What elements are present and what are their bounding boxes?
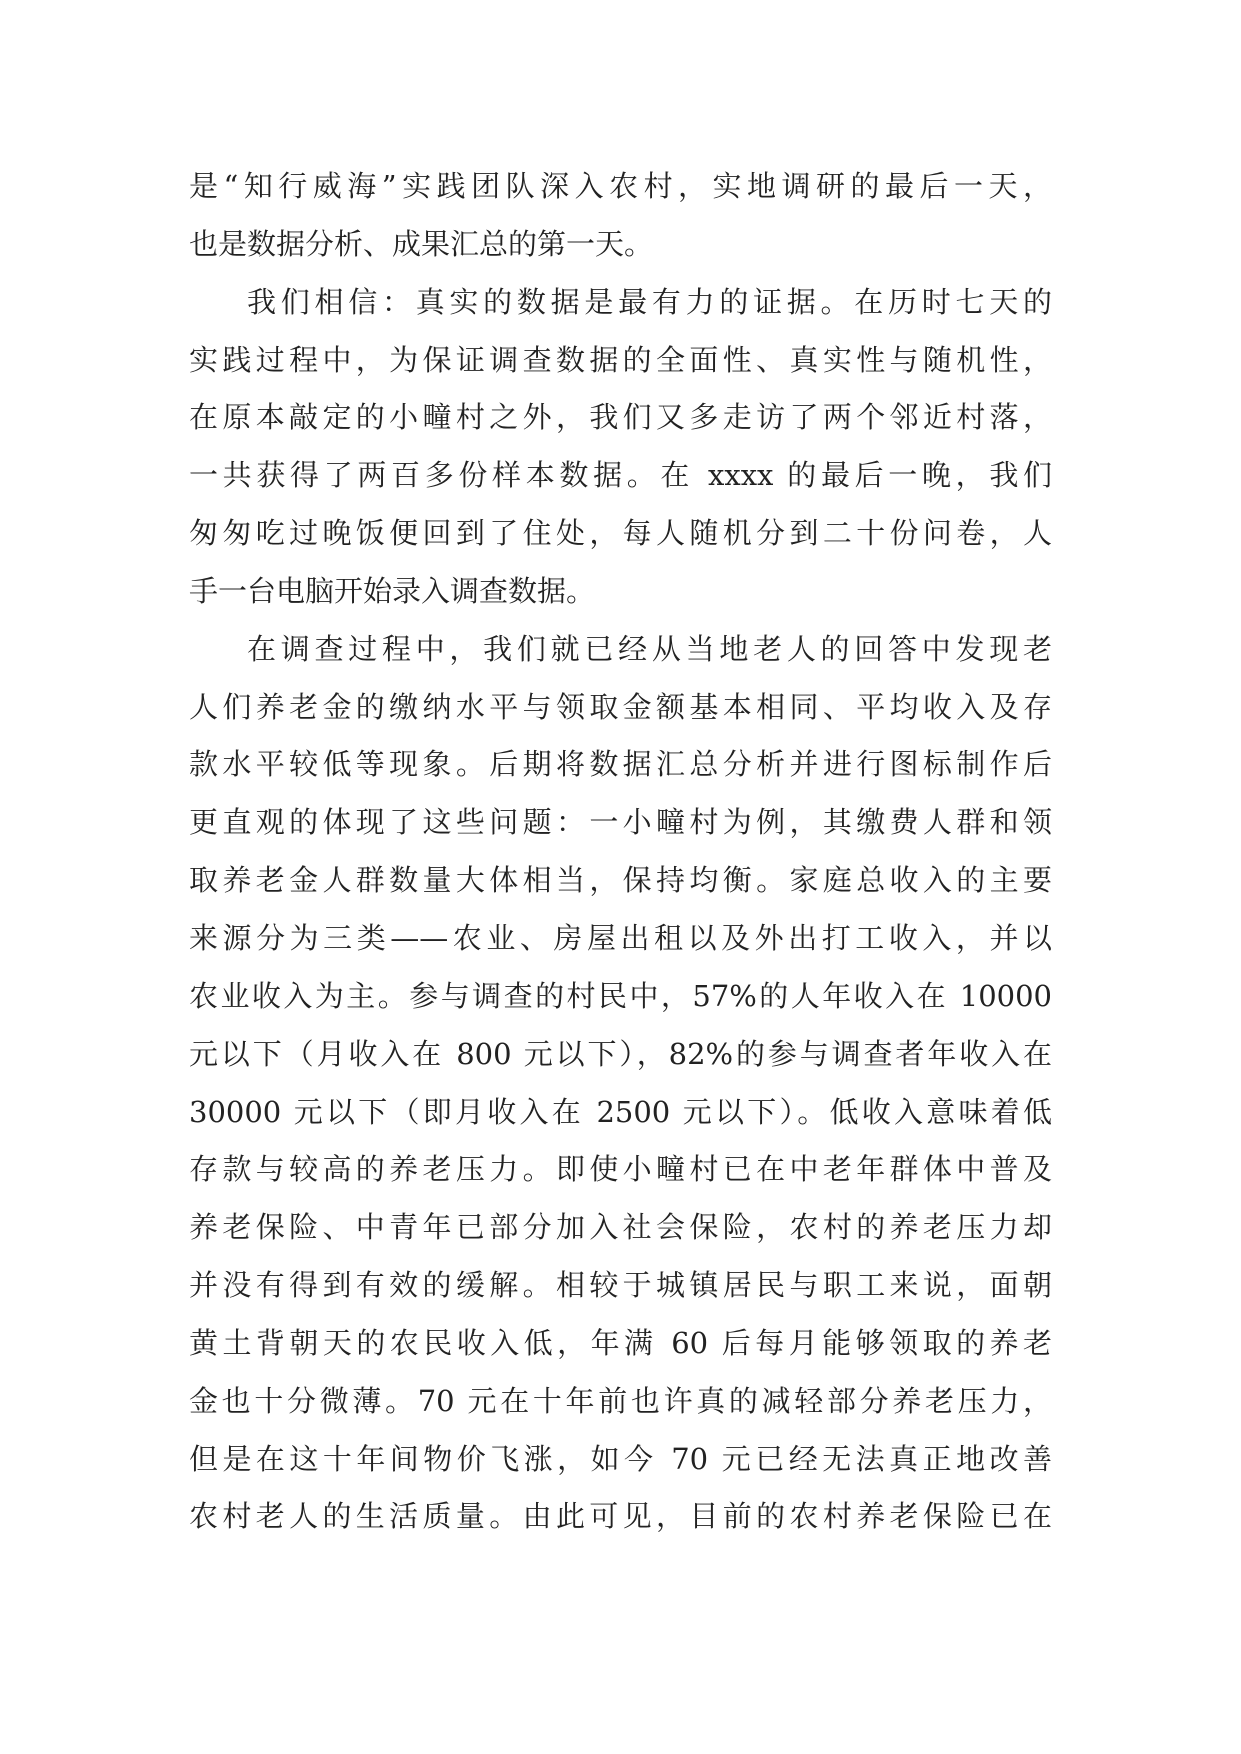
- paragraph: [189, 158, 1052, 274]
- text-line: 在调查过程中，我们就已经从当地老人的回答中发现老: [247, 631, 1052, 666]
- text-line: 农村老人的生活质量。由此可见，目前的农村养老保险已在: [189, 1499, 1052, 1534]
- text-line: 来源分为三类——农业、房屋出租以及外出打工收入，并以: [189, 920, 1052, 955]
- text-line: 一共获得了两百多份样本数据。在 xxxx 的最后一晚，我们: [189, 458, 1052, 493]
- text-line: 我们相信：真实的数据是最有力的证据。在历时七天的: [247, 284, 1052, 319]
- text-line: 是“知行威海”实践团队深入农村，实地调研的最后一天，: [189, 169, 1052, 203]
- text-line: 元以下（月收入在 800 元以下），82%的参与调查者年收入在: [189, 1036, 1052, 1071]
- paragraph: [189, 621, 1052, 1547]
- text-line: 实践过程中，为保证调查数据的全面性、真实性与随机性，: [189, 342, 1052, 377]
- text-line: 金也十分微薄。70 元在十年前也许真的减轻部分养老压力，: [189, 1383, 1052, 1418]
- text-line: 但是在这十年间物价飞涨，如今 70 元已经无法真正地改善: [189, 1441, 1052, 1476]
- paragraph: [189, 274, 1052, 621]
- text-line: 并没有得到有效的缓解。相较于城镇居民与职工来说，面朝: [189, 1268, 1052, 1303]
- text-line: 农业收入为主。参与调查的村民中，57%的人年收入在 10000: [189, 978, 1052, 1013]
- text-line: 款水平较低等现象。后期将数据汇总分析并进行图标制作后: [189, 747, 1052, 782]
- document-body: [189, 158, 1052, 1546]
- text-line: 取养老金人群数量大体相当，保持均衡。家庭总收入的主要: [189, 863, 1052, 898]
- text-line: 在原本敲定的小疃村之外，我们又多走访了两个邻近村落，: [189, 400, 1052, 435]
- text-line: 也是数据分析、成果汇总的第一天。: [189, 226, 654, 261]
- text-line: 30000 元以下（即月收入在 2500 元以下）。低收入意味着低: [189, 1094, 1052, 1129]
- text-line: 存款与较高的养老压力。即使小疃村已在中老年群体中普及: [189, 1152, 1052, 1187]
- text-line: 养老保险、中青年已部分加入社会保险，农村的养老压力却: [189, 1210, 1052, 1245]
- text-line: 匆匆吃过晚饭便回到了住处，每人随机分到二十份问卷，人: [189, 516, 1052, 551]
- text-line: 黄土背朝天的农民收入低，年满 60 后每月能够领取的养老: [189, 1325, 1052, 1360]
- text-line: 人们养老金的缴纳水平与领取金额基本相同、平均收入及存: [189, 689, 1052, 724]
- text-line: 更直观的体现了这些问题：一小疃村为例，其缴费人群和领: [189, 805, 1052, 840]
- text-line: 手一台电脑开始录入调查数据。: [189, 573, 596, 608]
